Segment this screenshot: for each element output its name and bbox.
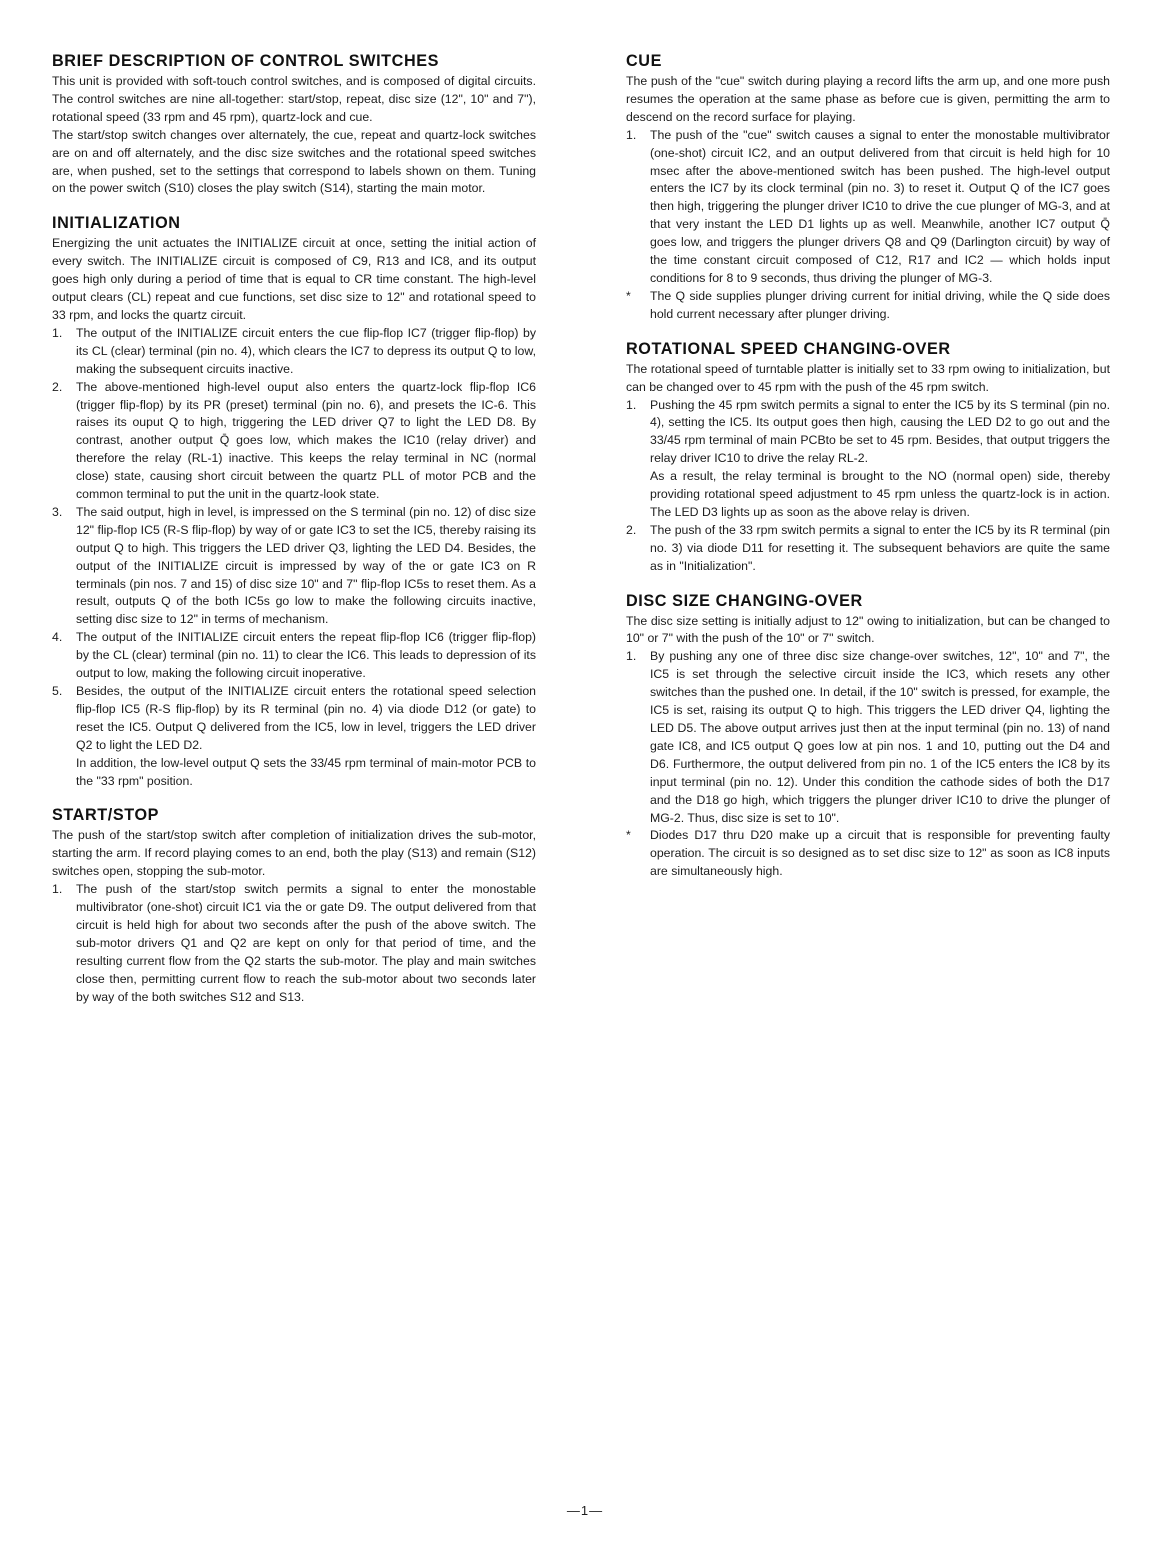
list-item-text: The push of the 33 rpm switch permits a signal to enter the IC5 by its R terminal (pin no. 3) via diode D11 for resetting it. The subsequent behaviors are quite the same as in "Initialization". [650, 522, 1110, 573]
numbered-list [52, 325, 536, 791]
list-item [52, 379, 536, 504]
list-item [52, 325, 536, 379]
list-item-text: The output of the INITIALIZE circuit enters the cue flip-flop IC7 (trigger flip-flop) by its CL (clear) terminal (pin no. 4), which clears the IC7 to depress its output Q to low, making the subsequent circuits inactive. [76, 325, 536, 376]
section-start-stop [52, 806, 536, 1006]
list-item-text: The Q side supplies plunger driving current for initial driving, while the Q side does hold current necessary after plunger driving. [650, 288, 1110, 321]
section-heading: DISC SIZE CHANGING-OVER [626, 591, 863, 610]
list-marker: 1. [626, 397, 637, 412]
page-number: —1— [566, 1503, 604, 1518]
list-item [626, 288, 1110, 324]
list-item-text: By pushing any one of three disc size change-over switches, 12", 10" and 7", the IC5 is set through the selective circuit inside the IC3, which resets any other switches than the pushed one. In detail, if the 10" switch is pressed, for example, the IC5 is set, raising its output Q to high. This triggers the LED driver Q4, lighting the LED D5. The above output arrives just then at the input terminal (pin no. 13) of nand gate IC8, and IC5 output Q goes low at pin nos. 1 and 10, putting out the D4 and D6. Furthermore, the output delivered from pin no. 1 of the IC5 enters the IC8 by its input terminal (pin no. 12). Under this condition the cathode sides of both the D17 and the D18 go high, which triggers the plunger driver IC10 to drive the plunger of MG-2. Thus, disc size is set to 10". [650, 649, 1110, 825]
numbered-list [626, 397, 1110, 576]
list-marker: * [626, 288, 631, 303]
list-marker: 4. [52, 630, 63, 645]
list-item-text: The push of the "cue" switch causes a signal to enter the monostable multivibrator (one-shot) circuit IC2, and an output delivered from that circuit is held high for 10 msec after the above-mentioned switch has been pushed. The high-level output enters the IC7 by its clock terminal (pin no. 3) to reset it. Output Q of the IC7 goes then high, triggering the plunger driver IC10 to drive the cue plunger of MG-3, and at that very instant the LED D1 lights up as well. Meanwhile, another IC7 output Q̄ goes low, and triggers the plunger drivers Q8 and Q9 (Darlington circuit) by way of the time constant circuit composed of C12, R17 and IC2 — which holds input conditions for 8 to 9 seconds, thus driving the plunger of MG-3. [650, 127, 1110, 285]
list-item [626, 397, 1110, 522]
list-item-text: As a result, the relay terminal is brought to the NO (normal open) side, thereby providing rotational speed adjustment to 45 rpm unless the quartz-lock is in action. The LED D3 lights up as soon as the above relay is driven. [650, 469, 1110, 519]
list-item-text: In addition, the low-level output Q sets the 33/45 rpm terminal of main-motor PCB to the "33 rpm" position. [76, 755, 536, 788]
list-item [52, 881, 536, 1006]
right-column [626, 52, 1110, 897]
section-cue [626, 52, 1110, 324]
section-paragraph: Energizing the unit actuates the INITIALIZE circuit at once, setting the initial action of every switch. The INITIALIZE circuit is composed of C9, R13 and IC8, and its output goes high only during a period of time that is equal to CR time constant. The high-level output clears (CL) repeat and cue functions, set disc size to 12" and rotational speed to 33 rpm, and locks the quartz circuit. [52, 236, 536, 322]
numbered-list [52, 881, 536, 1006]
list-marker: * [626, 828, 631, 843]
list-marker: 5. [52, 684, 63, 698]
section-brief-description [52, 52, 536, 198]
section-paragraph: The push of the "cue" switch during playing a record lifts the arm up, and one more push resumes the operation at the same phase as before cue is given, permitting the arm to descend on the record surface for playing. [626, 74, 1110, 124]
section-disc-size [626, 592, 1110, 882]
list-item-text: The push of the start/stop switch permits a signal to enter the monostable multivibrator (one-shot) circuit IC1 via the or gate D9. The output delivered from that circuit is held high for about two seconds after the push of the above switch. The sub-motor drivers Q1 and Q2 are kept on only for that period of time, and the resulting current flow from the Q2 starts the sub-motor. The play and main switches close then, permitting current flow to reach the sub-motor about two seconds later by way of the both switches S12 and S13. [76, 882, 536, 1004]
section-paragraph: The push of the start/stop switch after completion of initialization drives the sub-motor, starting the arm. If record playing comes to an end, both the play (S13) and remain (S12) switches open, stopping the sub-motor. [52, 828, 536, 879]
list-marker: 1. [52, 325, 63, 340]
list-item [626, 827, 1110, 881]
section-paragraph: The start/stop switch changes over alternately, the cue, repeat and quartz-lock switches are on and off alternately, and the disc size switches and the rotational speed switches are, when pushed, set to the settings that correspond to labels shown on them. Tuning on the power switch (S10) closes the play switch (S14), starting the main motor. [52, 127, 536, 196]
list-marker: 1. [626, 127, 637, 142]
list-marker: 3. [52, 504, 63, 519]
section-rotational-speed [626, 340, 1110, 576]
section-heading: INITIALIZATION [52, 214, 181, 233]
list-marker: 2. [52, 379, 63, 394]
section-initialization [52, 214, 536, 790]
list-marker: 2. [626, 522, 637, 537]
list-item-text: The said output, high in level, is impressed on the S terminal (pin no. 12) of disc size 12" flip-flop IC5 (R-S flip-flop) by way of or gate IC3 to set the IC5, thereby raising its output Q to high. This triggers the LED driver Q3, lighting the LED D4. Besides, the output of the INITIALIZE circuit is impressed by way of the or gate IC3 on R terminals (pin nos. 7 and 15) of disc size 10" and 7" flip-flop IC5s to reset them. As a result, outputs Q of the both IC5s go low to make the following circuits inactive, setting disc size to 12" in terms of mechanism. [76, 504, 536, 627]
list-item [52, 683, 536, 790]
numbered-list [626, 648, 1110, 881]
list-item-text: The above-mentioned high-level ouput also enters the quartz-lock flip-flop IC6 (trigger flip-flop) by its PR (preset) terminal (pin no. 6), and presets the IC-6. This raises its ouput Q to high, triggering the LED driver Q7 to light the LED D8. By contrast, another output Q̄ goes low, which makes the IC10 (relay driver) and therefore the relay (RL-1) inactive. This keeps the relay terminal in NC (normal close) state, causing short circuit between the quartz PLL of motor PCB and the common terminal to put the unit in the quartz-look state. [76, 379, 536, 502]
section-heading: CUE [626, 52, 662, 70]
list-marker: 1. [626, 649, 637, 664]
list-item-text: Pushing the 45 rpm switch permits a signal to enter the IC5 by its S terminal (pin no. 4), setting the IC5. Its output goes then high, causing the LED D2 to go out and the 33/45 rpm terminal of main PCBto be set to 45 rpm. Besides, that output triggers the relay driver IC10 to drive the relay RL-2. [650, 397, 1110, 466]
list-item-text: Besides, the output of the INITIALIZE circuit enters the rotational speed selection flip-flop IC5 (R-S flip-flop) by its R terminal (pin no. 4) via diode D12 (or gate) to reset the IC5. Output Q delivered from the IC5, low in level, triggers the LED driver Q2 to light the LED D2. [76, 684, 536, 752]
list-item [626, 522, 1110, 576]
section-paragraph: This unit is provided with soft-touch control switches, and is composed of digital circuits. The control switches are nine all-together: start/stop, repeat, disc size (12", 10" and 7"), rotational speed (33 rpm and 45 rpm), quartz-lock and cue. [52, 74, 536, 124]
section-heading: ROTATIONAL SPEED CHANGING-OVER [626, 339, 951, 358]
numbered-list [626, 127, 1110, 324]
left-column [52, 52, 536, 1023]
list-item [52, 629, 536, 683]
section-heading: START/STOP [52, 806, 160, 825]
list-item-text: Diodes D17 thru D20 make up a circuit that is responsible for preventing faulty operation. The circuit is so designed as to set disc size to 12" as soon as IC8 inputs are simultaneously high. [650, 828, 1110, 879]
list-item-text: The output of the INITIALIZE circuit enters the repeat flip-flop IC6 (trigger flip-flop) by the CL (clear) terminal (pin no. 11) to clear the IC6. This leads to depression of its output to low, making the following circuit inoperative. [76, 630, 536, 681]
list-item [626, 648, 1110, 827]
section-heading: BRIEF DESCRIPTION OF CONTROL SWITCHES [52, 52, 440, 70]
list-item [52, 504, 536, 629]
list-item [626, 127, 1110, 288]
list-marker: 1. [52, 882, 63, 897]
section-paragraph: The disc size setting is initially adjust to 12" owing to initialization, but can be changed to 10" or 7" with the push of the 10" or 7" switch. [626, 613, 1110, 646]
section-paragraph: The rotational speed of turntable platter is initially set to 33 rpm owing to initialization, but can be changed over to 45 rpm with the push of the 45 rpm switch. [626, 361, 1110, 394]
